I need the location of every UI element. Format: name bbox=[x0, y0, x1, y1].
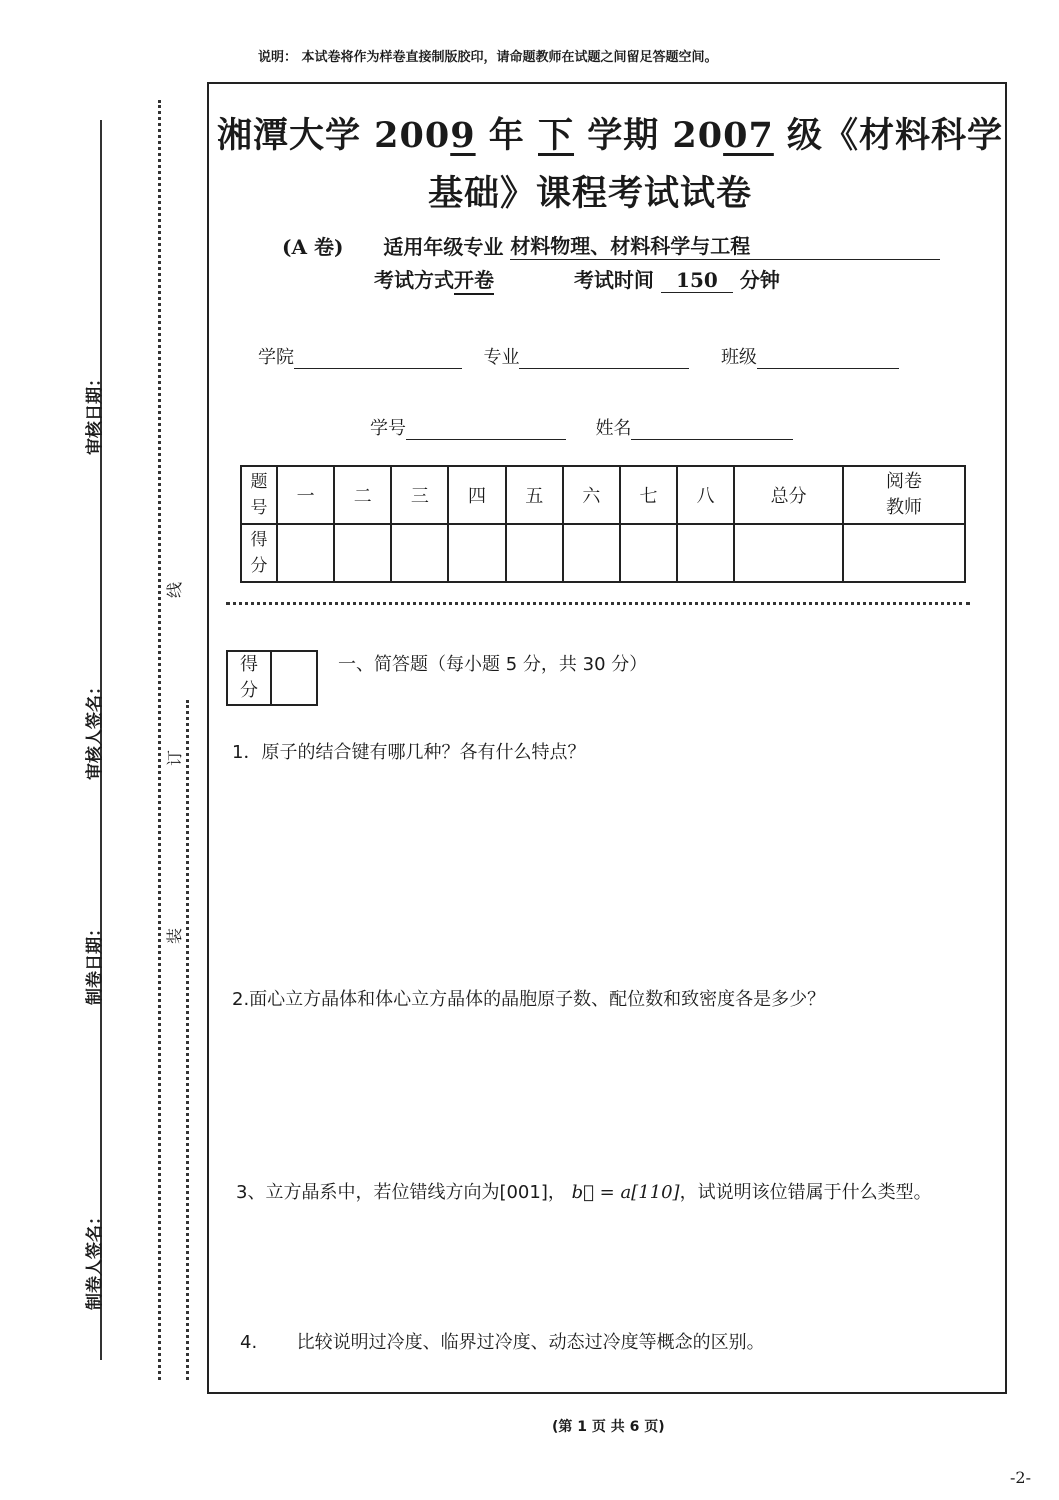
title-grade: 07 bbox=[723, 115, 774, 156]
col-8: 八 bbox=[677, 466, 734, 524]
score-cell[interactable] bbox=[734, 524, 843, 582]
title-nian: 年 bbox=[488, 115, 525, 156]
paper-version: (A 卷) bbox=[282, 235, 344, 259]
question-3-text-a: 3、立方晶系中，若位错线方向为[001]， bbox=[236, 1182, 566, 1203]
title-year-digit: 9 bbox=[450, 115, 476, 156]
paper-major-row bbox=[282, 230, 940, 260]
margin-review-date: 审核日期： bbox=[85, 370, 105, 455]
score-table-header-row bbox=[241, 466, 965, 524]
col-4: 四 bbox=[448, 466, 505, 524]
student-info-row1 bbox=[258, 343, 899, 369]
score-cell[interactable] bbox=[334, 524, 391, 582]
score-cell[interactable] bbox=[506, 524, 563, 582]
student-no-label: 学号 bbox=[370, 418, 406, 439]
col-total: 总分 bbox=[734, 466, 843, 524]
col-3: 三 bbox=[391, 466, 448, 524]
table-head-defen: 得 分 bbox=[241, 524, 277, 582]
score-cell[interactable] bbox=[277, 524, 334, 582]
question-4-number: 4. bbox=[240, 1332, 258, 1353]
instruction-note: 说明： 本试卷将作为样卷直接制版胶印，请命题教师在试题之间留足答题空间。 bbox=[258, 50, 718, 65]
col-5: 五 bbox=[506, 466, 563, 524]
class-field[interactable] bbox=[757, 346, 899, 369]
margin-prep-date: 制卷日期： bbox=[85, 920, 105, 1005]
grader-cell[interactable] bbox=[843, 524, 965, 582]
exam-mode-value: 开卷 bbox=[454, 268, 494, 292]
score-cell[interactable] bbox=[448, 524, 505, 582]
title-course: 级《材料科学 bbox=[787, 115, 1004, 156]
col-7: 七 bbox=[620, 466, 677, 524]
burgers-vector: b⃗ = a[110] bbox=[571, 1182, 680, 1203]
name-label: 姓名 bbox=[595, 418, 632, 439]
college-field[interactable] bbox=[294, 346, 462, 369]
title-school: 湘潭大学 200 bbox=[217, 115, 451, 156]
title-term: 下 bbox=[538, 115, 575, 156]
margin-preparer-signature: 制卷人签名： bbox=[85, 1208, 105, 1310]
dotted-separator bbox=[226, 602, 970, 605]
student-info-row2 bbox=[370, 414, 793, 440]
class-label: 班级 bbox=[720, 347, 757, 368]
margin-label-zhuang: 装 bbox=[165, 927, 184, 944]
page-mark: -2- bbox=[1010, 1468, 1031, 1487]
page-footer: (第 1 页 共 6 页) bbox=[552, 1419, 665, 1435]
exam-time-value: 150 bbox=[676, 268, 718, 292]
score-cell[interactable] bbox=[677, 524, 734, 582]
col-1: 一 bbox=[277, 466, 334, 524]
margin-label-ding: 订 bbox=[165, 749, 184, 766]
exam-title-line1 bbox=[217, 108, 1003, 158]
score-table-score-row bbox=[241, 524, 965, 582]
question-4-text: 比较说明过冷度、临界过冷度、动态过冷度等概念的区别。 bbox=[296, 1332, 765, 1353]
exam-time-unit: 分钟 bbox=[739, 268, 780, 292]
title-xueqi: 学期 20 bbox=[587, 115, 724, 156]
col-grader: 阅卷 教师 bbox=[843, 466, 965, 524]
score-cell[interactable] bbox=[620, 524, 677, 582]
exam-title-line2: 基础》课程考试试卷 bbox=[428, 173, 753, 214]
score-cell[interactable] bbox=[391, 524, 448, 582]
col-6: 六 bbox=[563, 466, 620, 524]
specialty-label: 专业 bbox=[483, 347, 520, 368]
question-3-text-b: ，试说明该位错属于什么类型。 bbox=[679, 1182, 932, 1203]
col-2: 二 bbox=[334, 466, 391, 524]
question-1: 1．原子的结合键有哪几种？各有什么特点？ bbox=[232, 742, 586, 763]
exam-time-label: 考试时间 bbox=[573, 268, 654, 292]
margin-reviewer-signature: 审核人签名： bbox=[85, 678, 105, 780]
question-2: 2.面心立方晶体和体心立方晶体的晶胞原子数、配位数和致密度各是多少？ bbox=[232, 989, 826, 1010]
college-label: 学院 bbox=[258, 347, 294, 368]
score-cell[interactable] bbox=[563, 524, 620, 582]
exam-mode-label: 考试方式 bbox=[374, 268, 454, 292]
specialty-field[interactable] bbox=[519, 346, 689, 369]
major-label: 适用年级专业 bbox=[383, 235, 504, 259]
question-3 bbox=[236, 1178, 932, 1204]
section-score-box bbox=[226, 650, 318, 706]
margin-label-xian: 线 bbox=[165, 581, 184, 598]
major-value: 材料物理、材料科学与工程 bbox=[510, 234, 751, 258]
name-field[interactable] bbox=[631, 417, 793, 440]
margin-binding-dotted-line-2 bbox=[186, 700, 189, 1380]
margin-binding-dotted-line bbox=[158, 100, 161, 1380]
question-4 bbox=[240, 1328, 765, 1354]
table-head-tihao: 题 号 bbox=[241, 466, 277, 524]
section-score-label: 得 分 bbox=[228, 652, 272, 704]
score-table bbox=[240, 465, 966, 583]
mode-time-row bbox=[374, 264, 780, 293]
section-title: 一、简答题（每小题 5 分，共 30 分） bbox=[338, 654, 648, 675]
student-no-field[interactable] bbox=[406, 417, 566, 440]
